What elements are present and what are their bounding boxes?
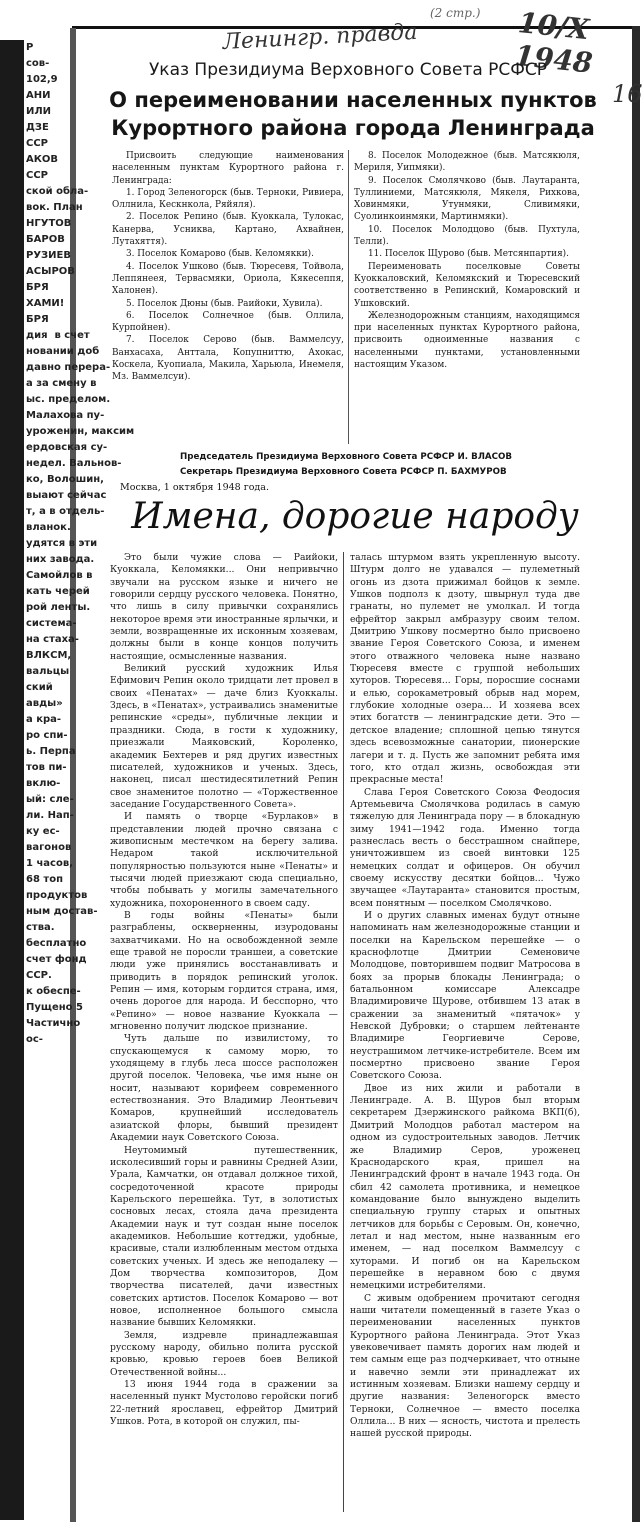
left-fragment-line: ко, Волошин, [26, 474, 104, 485]
decree-paragraph: 10. Поселок Молодцово (быв. Пухтула, Телли). [354, 224, 580, 248]
left-fragment-line: ро спи- [26, 730, 68, 741]
left-fragment-line: вланок. [26, 522, 71, 533]
left-fragment-line: АКОВ [26, 154, 59, 165]
article-paragraph: Неутомимый путешественник, исколесивший горы и равнины Средней Азии, Урала, Камчатки, он отдавал должное тихой, сосредоточенной красоте природы Карельского перешейка. Тут, в золотистых сосновых лесах, стояла дача президента Академии наук и тут создан ныне поселок академиков. Небольшие коттеджи, удобные, красивые, стали излюбленным местом отдыха советских ученых. И здесь же неподалеку — Дом творчества композиторов, Дом творчества писателей, дачи известных советских артистов. Поселок Комарово — вот новое, исполненное большого смысла название бывших Келомякки. [110, 1144, 338, 1329]
left-fragment-line: выают сейчас [26, 490, 107, 501]
article-headline: Имена, дорогие народу [131, 496, 579, 537]
article-paragraph: Слава Героя Советского Союза Феодосия Артемьевича Смолячкова родилась в самую тяжелую для Ленинграда пору — в блокадную зиму 1941—1942 года. Именно тогда разнеслась весть о бесстрашном снайпере, уничтожившем из своей винтовки 125 немецких солдат и офицеров. Он обучил своему искусству десятки бойцов... Чужо звучащее «Лаутаранта» становится простым, всем понятным — поселком Смолячково. [350, 786, 580, 909]
left-fragment-line: ский [26, 682, 53, 693]
left-fragment-line: вагонов [26, 842, 72, 853]
article-paragraph: Это были чужие слова — Раийоки, Куоккала, Келомякки... Они непривычно звучали на русском языке и ничего не говорили сердцу русского человека. Понятно, что лишь в силу привычки сохранялись некоторое время эти иностранные ярлычки, и земли, возвращенные их исконным хозяевам, должны были в конце концов получить настоящие, осмысленные названия. [110, 552, 338, 662]
left-fragment-line: НГУТОВ [26, 218, 72, 229]
left-fragment-line: Пущено 5 [26, 1002, 83, 1013]
decree-column-2 [354, 150, 580, 371]
handwritten-date: 10/X 1948 [513, 6, 595, 80]
left-fragment-column [0, 40, 135, 1520]
decree-paragraph: 4. Поселок Ушково (быв. Тюресевя, Тойвола, Леппянеея, Тервасмяки, Ориола, Кякесеппя, Халонен). [112, 261, 344, 297]
decree-paragraph: 6. Поселок Солнечное (быв. Оллила, Курпойнен). [112, 310, 344, 334]
article-column-divider [343, 552, 344, 1512]
left-fragment-line: 68 топ [26, 874, 63, 885]
decree-paragraph: 8. Поселок Молодежное (быв. Матсякюля, Мериля, Уипмяки). [354, 151, 580, 174]
left-fragment-line: ВЛКСМ, [26, 650, 72, 661]
article-paragraph: И о других славных именах будут отныне напоминать нам железнодорожные станции и поселки на Карельском перешейке — о краснофлотце Дмитрии Семеновиче Молодцове, повторившем подвиг Матросова в боях за прорыв блокады Ленинграда; о батальонном комиссаре Алексадре Владимировиче Щурове, отбившем 13 атак в сражении за знаменитый «пятачок» у Невской Дубровки; о старшем лейтенанте Владимире Георгиевиче Серове, неустрашимом летчике-истребителе. Всем им посмертно присвоено звание Героя Советского Союза. [350, 909, 580, 1082]
left-fragment-line: авды» [26, 698, 63, 709]
decree-paragraph: 3. Поселок Комарово (быв. Келомякки). [126, 249, 314, 260]
left-fragment-line: вальцы [26, 666, 70, 677]
dark-edge [0, 40, 24, 1520]
left-fragment-line: ь. Перпа [26, 746, 76, 757]
handwritten-paper-name: Ленингр. правда [222, 19, 418, 55]
article-paragraph: Великий русский художник Илья Ефимович Репин около тридцати лет провел в своих «Пенатах» — даче близ Куоккалы. Здесь, в «Пенатах», устраивались знаменитые репинские «среды», публичные лекции и праздники. Сюда, в гости к художнику, приезжали Маяковский, Короленко, академик Бехтерев и ряд других известных писателей, художников и ученых. Здесь, наконец, писал шестидесятилетний Репин свое знаменитое полотно — «Торжественное заседание Государственного Совета». [110, 663, 338, 810]
left-fragment-line: вок. План [26, 202, 83, 213]
decree-column-divider [348, 150, 349, 444]
handwritten-page-number: 16 [612, 80, 643, 108]
left-fragment-line: ным достав- [26, 906, 98, 917]
article-paragraph: Земля, издревле принадлежавшая русскому народу, обильно полита русской кровью, кровью героев боев Великой Отечественной войны... [110, 1329, 338, 1378]
left-fragment-line: БАРОВ [26, 234, 65, 245]
left-fragment-line: удятся в эти [26, 538, 98, 549]
page-right-shadow [632, 26, 640, 1522]
left-fragment-line: новании доб [26, 346, 100, 357]
decree-paragraph: Присвоить следующие наименования населенным пунктам Курортного района г. Ленинграда: [112, 151, 344, 186]
left-fragment-line: а кра- [26, 714, 62, 725]
left-fragment-line: система- [26, 618, 77, 629]
left-fragment-line: сов- [26, 58, 50, 69]
article-paragraph: С живым одобрением прочитают сегодня наши читатели помещенный в газете Указ о переименовании населенных пунктов Курортного района Ленинграда. Этот Указ увековечивает память дорогих нам людей и тем самым еще раз подчеркивает, что отныне и навечно земли эти принадлежат их истинным хозяевам. Близки нашему сердцу и другие названия: Зеленогорск вместо Терноки, Солнечное — вместо поселка Оллила... В них — ясность, чистота и прелесть нашей русской природы. [350, 1292, 580, 1440]
left-fragment-line: кать черей [26, 586, 90, 597]
left-fragment-line: недел. Вальнов- [26, 458, 122, 469]
left-fragment-line: на стаха- [26, 634, 79, 645]
left-fragment-line: ыс. пределом. [26, 394, 111, 405]
left-fragment-line: ос- [26, 1034, 43, 1045]
decree-title-line-2: Курортного района города Ленинграда [111, 116, 595, 140]
article-paragraph: И память о творце «Бурлаков» в представлении людей прочно связана с живописным местечком на берегу залива. Недаром такой исключительной популярностью пользуются ныне «Пенаты» и тысячи людей приезжают сюда специально, чтобы побывать у могилы замечательного художника, похороненного в своем саду. [110, 811, 338, 909]
decree-header: Указ Президиума Верховного Совета РСФСР [148, 60, 548, 80]
fragment-lines [26, 40, 135, 1048]
left-fragment-line: ства. [26, 922, 55, 933]
left-fragment-line: продуктов [26, 890, 88, 901]
left-fragment-line: давно перера- [26, 362, 111, 373]
left-fragment-line: ССР [26, 170, 49, 181]
left-fragment-line: ИЛИ [26, 106, 52, 117]
decree-paragraph: 5. Поселок Дюны (быв. Раийоки, Хувила). [126, 298, 323, 309]
left-fragment-line: к обеспе- [26, 986, 81, 997]
left-fragment-line: вклю- [26, 778, 61, 789]
left-fragment-line: ый: сле- [26, 794, 74, 805]
decree-paragraph: 1. Город Зеленогорск (быв. Терноки, Ривиера, Оллнила, Кескнкола, Ряйяля). [112, 187, 344, 211]
decree-paragraph: 11. Поселок Щурово (быв. Метсянпартия). [368, 249, 569, 260]
top-fragment: (2 стр.) [430, 6, 481, 20]
left-fragment-line: P [26, 42, 34, 53]
left-fragment-line: уроженин, максим [26, 426, 135, 437]
left-fragment-line: БРЯ [26, 282, 49, 293]
left-fragment-line: дия в счет [26, 330, 90, 341]
article-column-2 [350, 552, 580, 1520]
left-fragment-line: счет фонд [26, 954, 87, 965]
left-fragment-line: Малахова пу- [26, 410, 105, 421]
decree-paragraph: 7. Поселок Серово (быв. Ваммелсуу, Ванхасаха, Анттала, Копупниттю, Ахокас, Коскела, Куопиала, Макила, Харьюла, Инемеля, Мз. Ваммелсуи). [112, 335, 344, 383]
decree-paragraph: Железнодорожным станциям, находящимся при населенных пунктах Курортного района, присвоить одноименные названия с населенными пунктами, установленными настоящим Указом. [354, 310, 580, 371]
left-fragment-line: АСЫРОВ [26, 266, 75, 277]
article-paragraph: 13 июня 1944 года в сражении за населенный пункт Мустолово геройски погиб 22-летний ярославец, ефрейтор Дмитрий Ушков. Рота, в которой он служил, пы- [110, 1379, 338, 1428]
left-fragment-line: ердовская су- [26, 442, 108, 453]
left-fragment-line: 1 часов, [26, 858, 73, 869]
left-fragment-line: БРЯ [26, 314, 49, 325]
left-fragment-line: 102,9 [26, 74, 58, 85]
left-fragment-line: рой ленты. [26, 602, 91, 613]
left-fragment-line: ССР [26, 138, 49, 149]
decree-paragraph: 2. Поселок Репино (быв. Куоккала, Тулокас, Канерва, Усниква, Картано, Ахвайнен, Лутахяття). [112, 212, 344, 248]
left-fragment-line: ССР. [26, 970, 52, 981]
left-fragment-line: ДЗЕ [26, 122, 49, 133]
decree-paragraph: 9. Поселок Смолячково (быв. Лаутаранта, Туллиниеми, Матсякюля, Мякеля, Рихкова, Ховинмяки, Утунмяки, Сливимяки, Суолинкоинмяки, Мартинмяки). [354, 175, 580, 223]
left-fragment-line: них завода. [26, 554, 95, 565]
decree-signature-chairman: Председатель Президиума Верховного Совета РСФСР И. ВЛАСОВ [180, 452, 513, 462]
left-fragment-line: а за смену в [26, 378, 97, 389]
left-fragment-line: Частично [26, 1018, 81, 1029]
article-paragraph: В годы войны «Пенаты» были разграблены, оскверненны, изуродованы захватчиками. Но на освобожденной земле еще травой не поросли траншеи, а советские люди уже принялись восстанавливать и приводить в порядок репинский уголок. Репин — имя, которым гордится страна, имя, очень дорогое для народа. И бесспорно, что «Репино» — новое название Куоккала — мгновенно получит людское признание. [110, 909, 338, 1033]
left-fragment-line: ли. Нап- [26, 810, 74, 821]
left-fragment-line: Самойлов в [26, 570, 93, 581]
left-fragment-line: АНИ [26, 90, 51, 101]
article-column-1 [110, 552, 338, 1520]
decree-signature-secretary: Секретарь Президиума Верховного Совета РСФСР П. БАХМУРОВ [180, 467, 507, 477]
left-fragment-line: ку ес- [26, 826, 60, 837]
article-paragraph: Чуть дальше по извилистому, то спускающемуся к самому морю, то уходящему в глубь леса шоссе расположен другой поселок. Человека, чье имя ныне он носит, называют корифеем современного естествознания. Это Владимир Леонтьевич Комаров, крупнейший исследователь азиатской флоры, бывший президент Академии наук Советского Союза. [110, 1033, 338, 1144]
left-fragment-line: ХАМИ! [26, 298, 65, 309]
decree-paragraph: Переименовать поселковые Советы Куоккаловский, Келомякский и Тюресевский соответственно в Репинский, Комаровский и Ушковский. [354, 261, 580, 309]
left-fragment-line: ской обла- [26, 186, 89, 197]
decree-title-line-1: О переименовании населенных пунктов [109, 88, 597, 112]
left-fragment-line: РУЗИЕВ [26, 250, 71, 261]
article-paragraph: Двое из них жили и работали в Ленинграде. А. В. Щуров был вторым секретарем Дзержинского райкома ВКП(б), Дмитрий Молодцов работал мастером на одном из судостроительных заводов. Летчик же Владимир Серов, уроженец Краснодарского края, пришел на Ленинградский фронт в начале 1943 года. Он сбил 42 самолета противника, и немецкое командование было вынуждено выделить специальную группу старых и опытных летчиков для борьбы с Серовым. Он, конечно, летал и над местом, ныне названным его именем, — над поселком Ваммелсуу с хуторами. И погиб он на Карельском перешейке в неравном бою с двумя немецкими истребителями. [350, 1082, 580, 1292]
left-fragment-line: бесплатно [26, 938, 87, 949]
decree-column-1 [112, 150, 344, 384]
left-fragment-line: тов пи- [26, 762, 67, 773]
decree-place-date: Москва, 1 октября 1948 года. [120, 482, 269, 493]
left-fragment-line: т, а в отдель- [26, 506, 105, 517]
article-paragraph: талась штурмом взять укрепленную высоту. Штурм долго не удавался — пулеметный огонь из дзота прижимал бойцов к земле. Ушков подполз к дзоту, швырнул туда две гранаты, но пулемет не умолкал. И тогда ефрейтор закрыл амбразуру своим телом. Дмитрию Ушкову посмертно было присвоено звание Героя Советского Союза, и именем этого отважного человека ныне названо Тюресевя вместе с группой небольших хуторов. Тюресевя... Горы, поросшие соснами и елью, сорокаметровый обрыв над морем, глубокие холодные озера... И хозяева всех этих богатств — ленинградские дети. Это — детское владение; сплошной цепью тянутся здесь всевозможные санатории, пионерские лагери и т. д. Пусть же запомнит ребята имя того, кто отдал жизнь, освобождая эти прекрасные места! [350, 552, 580, 786]
